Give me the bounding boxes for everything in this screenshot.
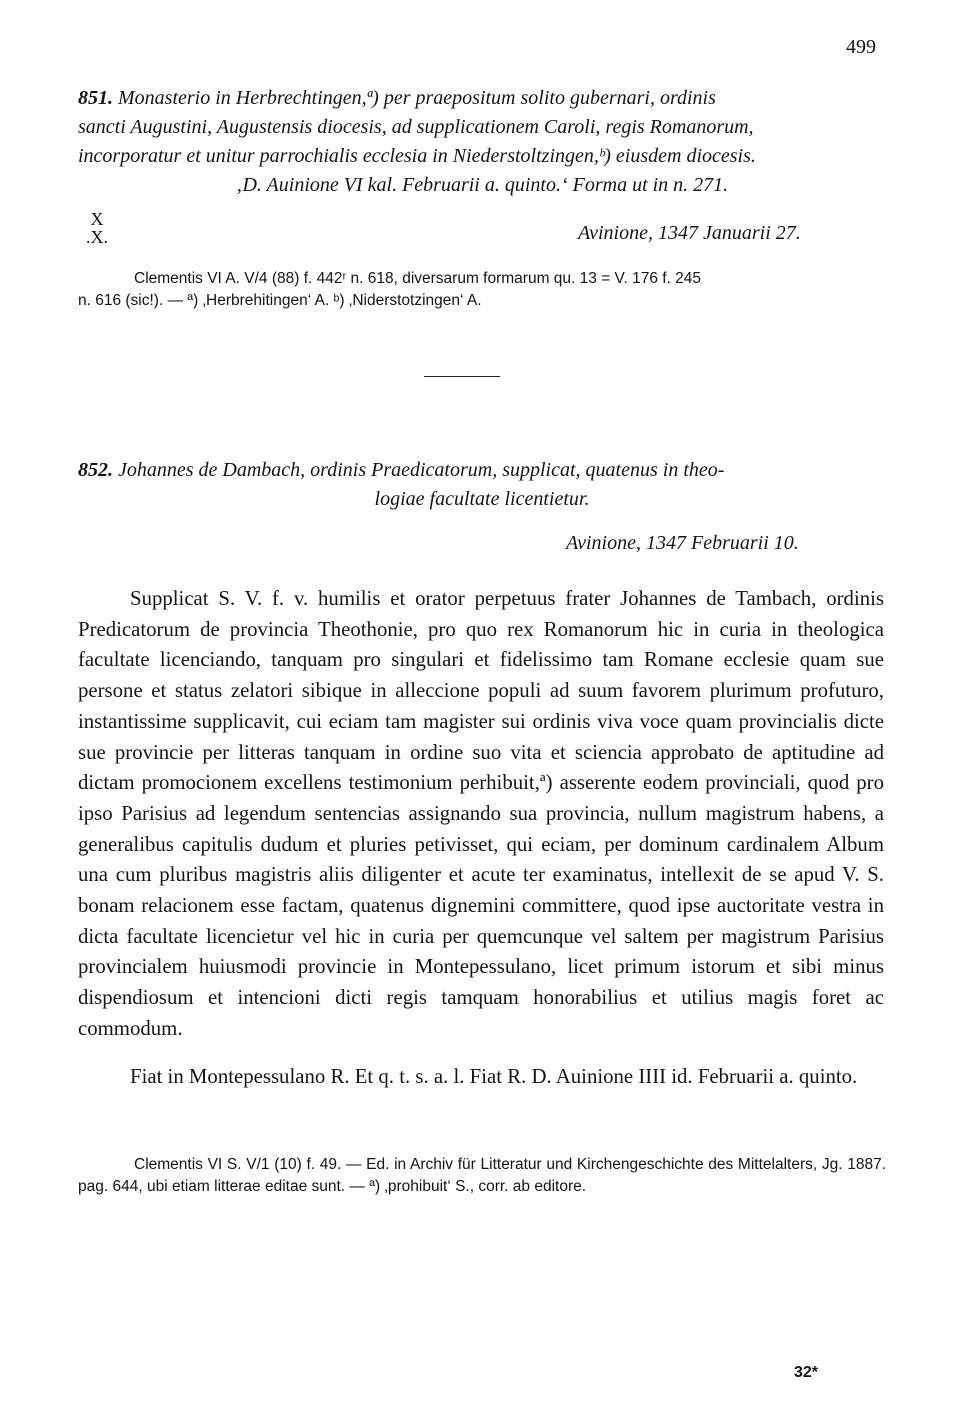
entry-851-line-2: sancti Augustini, Augustensis diocesis, ad supplicationem Caroli, regis Romanorum, — [78, 116, 754, 138]
entry-852-number: 852. — [78, 459, 113, 481]
entry-851-line-4: ‚D. Auinione VI kal. Februarii a. quinto.‘ Forma ut in n. 271. — [235, 174, 729, 196]
entry-851-number: 851. — [78, 87, 113, 109]
entry-851-note — [78, 268, 886, 312]
page-number: 499 — [846, 36, 876, 58]
entry-852-dating: Avinione, 1347 Februarii 10. — [566, 532, 799, 554]
section-divider — [424, 376, 500, 377]
entry-851-note-line-1: Clementis VI A. V/4 (88) f. 442ʳ n. 618, diversarum formarum qu. 13 = V. 176 f. 245 — [134, 270, 702, 287]
marker-top: X — [90, 209, 104, 229]
entry-851-line-3: incorporatur et unitur parrochialis ecclesia in Niederstoltzingen,ᵇ) eiusdem diocesis. — [78, 145, 756, 167]
marker-bottom: .X. — [86, 227, 108, 247]
entry-851-marker — [86, 210, 108, 246]
entry-852-fiat: Fiat in Montepessulano R. Et q. t. s. a. l. Fiat R. D. Auinione IIII id. Februarii a. quinto. — [130, 1065, 858, 1088]
entry-852-line-2: logiae facultate licentietur. — [374, 488, 590, 510]
entry-851-dating: Avinione, 1347 Januarii 27. — [578, 222, 801, 244]
entry-852-body: Supplicat S. V. f. v. humilis et orator perpetuus frater Johannes de Tambach, ordinis Predicatorum de provincia Theothonie, pro quo rex Romanorum hic in curia in theologica facultate licenciando, tanquam pro singulari et fidelissimo tam Romane ecclesie quam sue persone et status zelatori sibique in alleccione populi ad suum favorem plurimum profuturo, instantissime supplicavit, cui eciam tam magister sui ordinis viva voce quam provincialis dicte sue provincie per litteras tanquam in ordine suo vita et sciencia approbato de aptitudine ad dictam promocionem excellens testimonium perhibuit,ª) asserente eodem provinciali, quod pro ipso Parisius ad legendum sentencias assignando sua provincia, nullum magistrum habens, a generalibus capitulis dudum et pluries petivisset, qui eciam, per dominum cardinalem Album una cum pluribus magistris aliis diligenter et acute ter examinatus, intellexit de se apud V. S. bonam relacionem esse factam, quatenus dignemini committere, quod ipse auctoritate vestra in dicta facultate licencietur vel hic in curia per quemcunque vel saltem per magistrum Parisius provincialem huiusmodi provincie in Montepessulano, licet primum istorum et sibi minus dispendiosum et intencioni dicti regis tamquam honorabilius et utilius magis foret ac commodum. — [78, 587, 884, 1040]
entry-851-heading — [78, 84, 886, 200]
signature-mark: 32* — [794, 1364, 819, 1381]
entry-851-line-1: Monasterio in Herbrechtingen,ª) per praepositum solito gubernari, ordinis — [118, 87, 716, 109]
entry-852-note: Clementis VI S. V/1 (10) f. 49. — Ed. in Archiv für Litteratur und Kirchengeschichte des Mittelalters, Jg. 1887. pag. 644, ubi etiam litterae editae sunt. — ª) ‚prohibuit‘ S., corr. ab editore. — [78, 1156, 886, 1195]
entry-852-heading — [78, 456, 886, 514]
entry-852-line-1: Johannes de Dambach, ordinis Praedicatorum, supplicat, quatenus in theo- — [118, 459, 725, 481]
entry-851-note-line-2: n. 616 (sic!). — ª) ‚Herbrehitingen‘ A. ᵇ) ‚Niderstotzingen‘ A. — [78, 292, 482, 309]
